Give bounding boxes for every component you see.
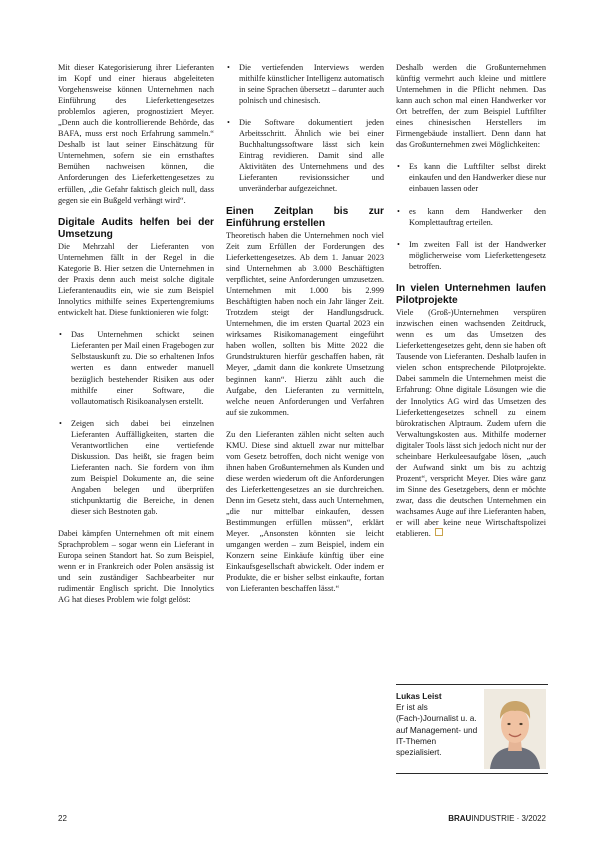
bullet-icon: • [59,330,62,340]
bullet-icon: • [227,118,230,128]
paragraph: Mit dieser Kategorisierung ihrer Lieferanten im Kopf und einer hieraus abgeleiteten Vorgehensweise können Unternehmen nach Einführung des Lieferkettengesetzes problemlos agieren, prognostiziert Meyer. „Denn auch die kontrollierende Behörde, das BAFA, muss erst noch Erfahrung sammeln.“ Deshalb ist laut seiner Einschätzung für Unternehmen, sofern sie ein ernsthaftes Bemühen nachweisen können, die Anforderungen des Lieferkettengesetzes zu erfüllen, „die Gefahr faktisch gleich null, dass gegen sie ein Bußgeld verhängt wird“. [58,63,214,205]
section-heading: In vielen Unternehmen laufen Pilotprojekte [396,282,546,306]
paragraph: Zu den Lieferanten zählen nicht selten auch KMU. Diese sind aktuell zwar nur mittelbar vom Gesetz betroffen, doch nicht wenige von ihnen haben Großunternehmen als Kunden und diese werden wiederum oft die Anforderungen des Lieferkettengesetzes an sie durchreichen. Denn im Gesetz steht, dass auch Unternehmen, „die nur mittelbar einkaufen, dessen Bestimmungen erfüllen müssen“, erklärt Meyer. „Ansonsten könnten sie leicht umgangen werden – zum Beispiel, indem ein Konzern seine Einkäufe künftig über eine Einkaufsgesellschaft abwickelt. Oder indem er Produkte, die er bisher selbst einkaufte, fortan von Lieferanten beschaffen lässt.“ [226,429,384,594]
bullet-icon: • [397,206,400,216]
bullet-list [58,329,214,517]
author-photo [484,689,546,769]
paragraph: Die Mehrzahl der Lieferanten von Unternehmen fällt in der Regel in die Kategorie B. Hier setzen die Unternehmen in der Praxis denn auch meist solche digitale Lieferantenaudits ein, wie sie zum Beispiel Innolytics mithilfe seines Expertengremiums entwickelt hat. Diese funktionieren wie folgt: [58,242,214,318]
author-bio: Er ist als (Fach-)Journalist u. a. auf Management- und IT-Themen spezialisiert. [396,702,478,758]
list-item: • Die vertiefenden Interviews werden mithilfe künstlicher Intelligenz automatisch in seine Sprachen übersetzt – darunter auch polnisch und chinesisch. [227,63,384,106]
paragraph: Viele (Groß-)Unternehmen verspüren inzwischen einen wachsenden Zeitdruck, wenn es um das Umsetzen des Lieferkettengesetzes geht, denn sie haben oft Tausende von Lieferanten. Deshalb laufen in vielen schon entsprechende Pilotprojekte. Dabei sammeln die Unternehmen meist die Erfahrung: Ohne digitale Lösungen wie die der Innolytics AG wird das Umsetzen des Lieferkettengesetzes schnell zu einem bürokratischen Alptraum. Zudem ufern die Verwaltungskosten aus. Mithilfe moderner digitaler Tools lässt sich jedoch nicht nur der scheinbare Herkuleesaufgabe lösen, „auch der Aufwand sinkt um bis zu achtzig Prozent“, verspricht Meyer. Dies wäre ganz im Sinne des Gesetzgebers, denn er möchte zwar, dass die deutschen Unternehmen ein wachsames Auge auf ihre Lieferanten haben, er will aber keine neue Wirtschaftspolizei etablieren. [396,308,546,539]
brand-bold: BRAU [448,814,472,823]
bullet-icon: • [397,239,400,249]
list-item: • Zeigen sich dabei bei einzelnen Lieferanten Auffälligkeiten, starten die Verantwortlichen eine vertiefende Diskussion. Das heißt, sie fragen beim Lieferanten nach. Sie fordern von ihm zum Beispiel Dokumente an, die seine Angaben belegen und überprüfen stichpunktartig die Bereiche, in denen dieser sich Bestnoten gab. [59,418,214,517]
page-number: 22 [58,814,67,823]
brand-rest: INDUSTRIE [471,814,515,823]
list-item: • Das Unternehmen schickt seinen Lieferanten per Mail einen Fragebogen zur Selbstauskunft zu. Die so erhaltenen Infos werten es dann entweder manuell bezüglich bestehender Risiken aus oder mithilfe einer Software, die vollautomatisch Risikoanalysen erstellt. [59,330,214,406]
column-3 [396,62,546,539]
paragraph: Deshalb werden die Großunternehmen künftig vermehrt auch kleine und mittlere Unternehmen in die Pflicht nehmen. Das kann auch schon mal einen Handwerker vor Ort betreffen, der zum Beispiel Luftfilter eines chinesischen Herstellers im Firmengebäude installiert. Denn dann hat das Großunternehmen zwei Möglichkeiten: [396,63,546,150]
author-info [396,691,481,758]
bullet-list [396,161,546,271]
author-name: Lukas Leist [396,691,442,701]
bullet-icon: • [397,162,400,172]
bullet-icon: • [227,63,230,72]
column-2 [226,62,384,594]
end-mark-icon [435,528,443,536]
list-item: • Im zweiten Fall ist der Handwerker möglicherweise vom Lieferkettengesetz betroffen. [397,239,546,271]
author-portrait-image [484,689,546,769]
bullet-list [226,62,384,195]
column-1 [58,62,214,605]
paragraph: Theoretisch haben die Unternehmen noch viel Zeit zum Erfüllen der Forderungen des Lieferkettengesetzes. Ab dem 1. Januar 2023 sind Unternehmen ab 3.000 Beschäftigten verpflichtet, seine Anforderungen umzusetzen. Unternehmen mit 1.000 bis 2.999 Beschäftigten haben noch ein Jahr länger Zeit. Trotzdem steigt der Handlungsdruck. Unternehmen, die im ersten Quartal 2023 ein wirksames Risikomanagement eingeführt haben wollen, sollten bis Mitte 2022 die Grundstrukturen hierfür geschaffen haben, rät Meyer, „damit dann die konkrete Umsetzung beginnen kann“. Hierzu zählt auch die Aufgabe, den Lieferanten zu vermitteln, welche neuen Anforderungen und Verfahren auf sie zukommen. [226,230,384,417]
section-heading: Digitale Audits helfen bei der Umsetzung [58,216,214,240]
list-item: • Die Software dokumentiert jeden Arbeitsschritt. Ähnlich wie bei einer Buchhaltungssoftware lässt sich kein Eintrag revidieren. Damit sind alle Aktivitäten des Unternehmens und des Lieferanten revisionssicher und unveränderbar aufgezeichnet. [227,118,384,194]
issue-number: · 3/2022 [514,814,546,823]
publication-footer [448,814,546,823]
bullet-icon: • [59,418,62,428]
paragraph: Dabei kämpfen Unternehmen oft mit einem Sprachproblem – sogar wenn ein Lieferant in Europa seinen Standort hat. So zum Beispiel, wenn er in Frankreich oder Polen ansässig ist und sein zuständiger Sachbearbeiter nur rudimentär Englisch spricht. Die Innolytics AG hat dieses Problem wie folgt gelöst: [58,529,214,605]
list-item: • Es kann die Luftfilter selbst direkt einkaufen und den Handwerker diese nur einbauen lassen oder [397,162,546,194]
section-heading: Einen Zeitplan bis zur Einführung erstellen [226,205,384,229]
list-item: • es kann dem Handwerker den Komplettauftrag erteilen. [397,206,546,227]
author-box [396,684,548,774]
